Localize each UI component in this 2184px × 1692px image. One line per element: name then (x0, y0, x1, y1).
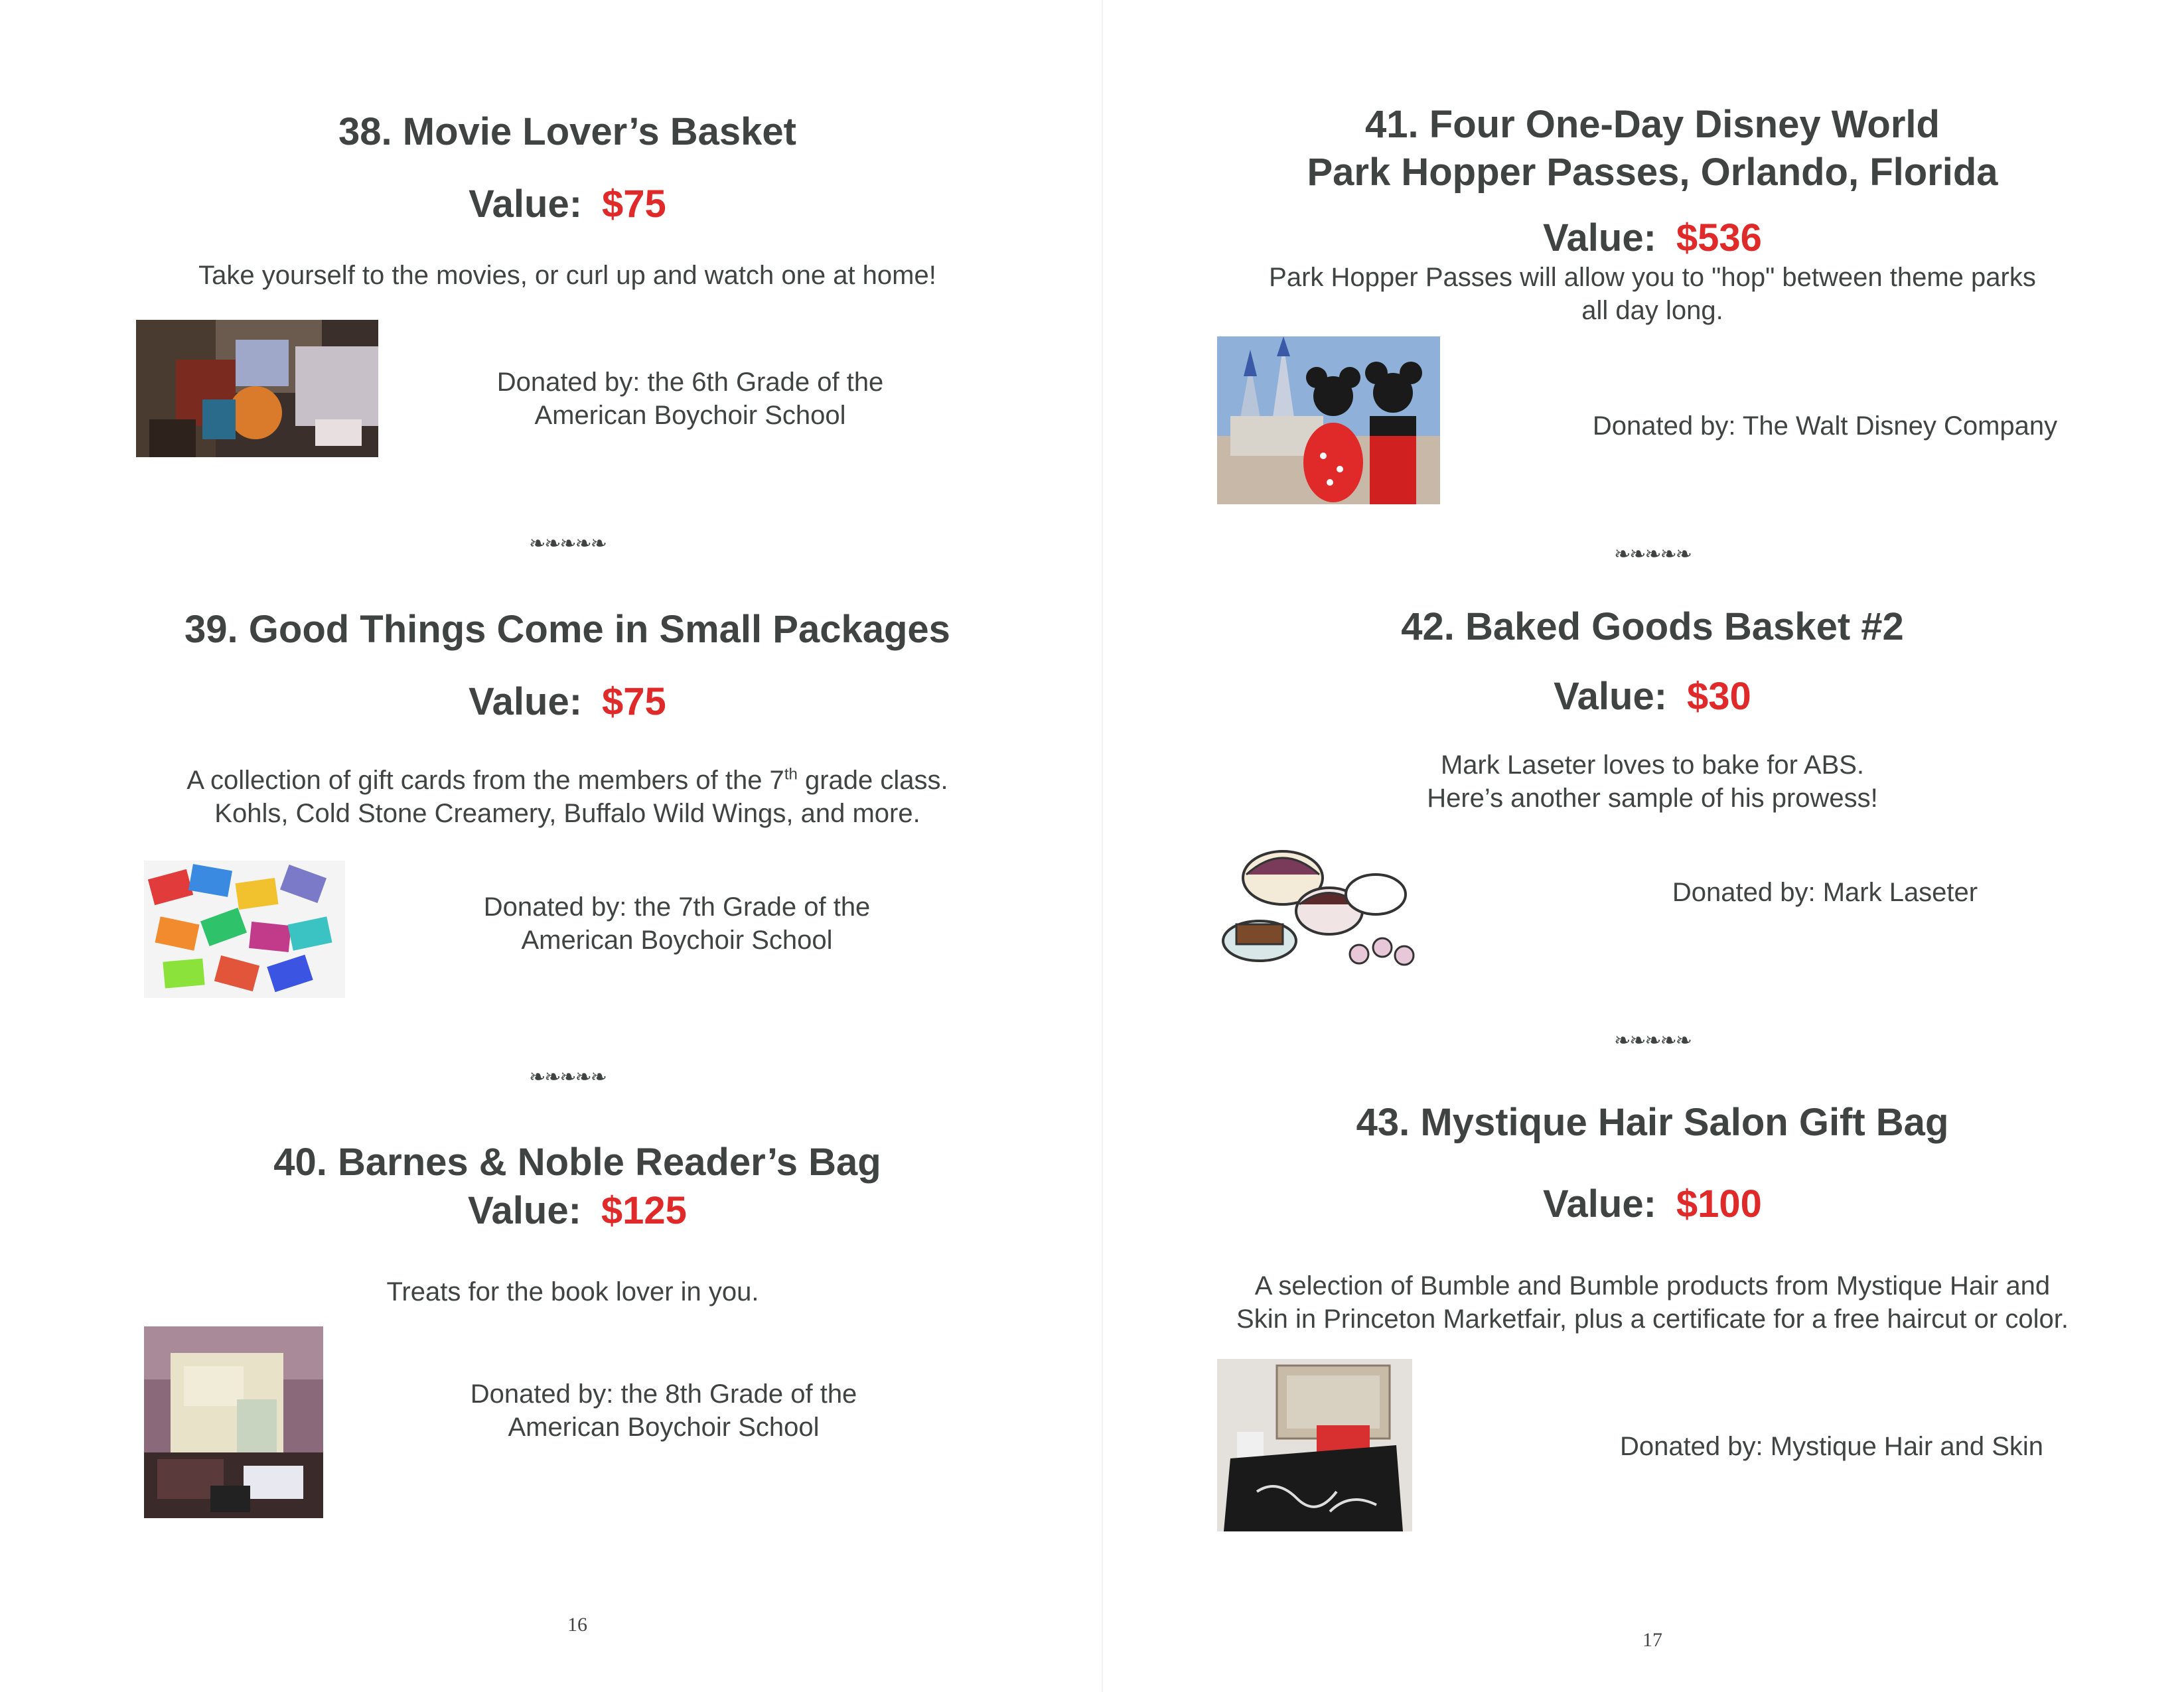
donor-line: Donated by: the 8th Grade of the (470, 1379, 857, 1409)
baked-goods-clipart (1220, 841, 1425, 977)
gift-bag-photo (1217, 1359, 1412, 1531)
description-line-2: all day long. (1581, 296, 1723, 325)
title-line-1: 41. Four One-Day Disney World (1365, 103, 1940, 146)
value-amount: $536 (1676, 216, 1762, 259)
value-label: Value: (469, 182, 583, 226)
description-line-1 (0, 764, 1135, 797)
value-amount: $30 (1687, 675, 1751, 718)
item-41-value (1102, 214, 2184, 262)
item-42-value (1102, 673, 2184, 721)
value-label: Value: (469, 680, 583, 723)
page-number: 16 (567, 1614, 587, 1636)
value-label: Value: (1543, 1182, 1656, 1226)
item-42-title: 42. Baked Goods Basket #2 (1401, 605, 1904, 648)
description-text: A collection of gift cards from the members of the 7 (186, 766, 784, 795)
movie-basket-photo (136, 320, 378, 457)
description-text: grade class. (797, 766, 948, 795)
item-39-title: 39. Good Things Come in Small Packages (184, 608, 950, 651)
item-40-description: Treats for the book lover in you. (386, 1277, 759, 1306)
donor-line: American Boychoir School (521, 926, 833, 955)
ornament-divider: ❧❧❧❧❧ (529, 1066, 606, 1088)
description-line-1: Park Hopper Passes will allow you to "hop" between theme parks (1269, 263, 2036, 292)
ornament-divider: ❧❧❧❧❧ (529, 533, 606, 555)
value-label: Value: (1543, 216, 1656, 259)
item-40-value (0, 1187, 1155, 1235)
item-43-description (1102, 1269, 2184, 1336)
item-40-title: 40. Barnes & Noble Reader’s Bag (273, 1141, 881, 1184)
item-43-value (1102, 1180, 2184, 1228)
item-38-description: Take yourself to the movies, or curl up and watch one at home! (198, 261, 936, 290)
item-38-donor (438, 366, 942, 432)
description-line-2: Skin in Princeton Marketfair, plus a certificate for a free haircut or color. (1236, 1304, 2069, 1334)
page-number: 17 (1642, 1629, 1662, 1651)
value-amount: $75 (602, 680, 666, 723)
donor-line: Donated by: the 6th Grade of the (496, 368, 884, 397)
value-amount: $100 (1676, 1182, 1762, 1226)
item-39-description (0, 764, 1135, 830)
ordinal-suffix: th (784, 765, 798, 784)
ornament-divider: ❧❧❧❧❧ (1614, 543, 1691, 565)
gift-cards-photo (144, 861, 345, 998)
ornament-divider: ❧❧❧❧❧ (1614, 1030, 1691, 1052)
item-38-title: 38. Movie Lover’s Basket (338, 110, 796, 153)
item-42-description (1102, 748, 2184, 815)
page-17 (1102, 0, 2184, 1692)
item-42-donor: Donated by: Mark Laseter (1672, 878, 1978, 907)
item-39-value (0, 678, 1135, 726)
item-41-description (1102, 261, 2184, 327)
value-label: Value: (468, 1189, 581, 1232)
donor-line: American Boychoir School (508, 1413, 820, 1442)
item-38-value (0, 180, 1135, 228)
value-amount: $125 (601, 1189, 687, 1232)
item-43-title: 43. Mystique Hair Salon Gift Bag (1356, 1101, 1949, 1144)
title-line-2: Park Hopper Passes, Orlando, Florida (1307, 151, 1998, 194)
description-line-1: Mark Laseter loves to bake for ABS. (1440, 750, 1865, 780)
donor-line: Donated by: the 7th Grade of the (483, 892, 871, 922)
readers-bag-photo (144, 1326, 323, 1518)
description-line-2: Kohls, Cold Stone Creamery, Buffalo Wild Wings, and more. (214, 799, 920, 828)
item-41-title (1102, 101, 2184, 196)
description-line-1: A selection of Bumble and Bumble products from Mystique Hair and (1254, 1271, 2051, 1301)
disney-castle-photo (1217, 336, 1440, 504)
item-43-donor: Donated by: Mystique Hair and Skin (1619, 1432, 2044, 1461)
item-39-donor (425, 890, 929, 957)
item-40-donor (411, 1377, 916, 1444)
value-label: Value: (1554, 675, 1668, 718)
value-amount: $75 (602, 182, 666, 226)
donor-line: American Boychoir School (534, 401, 846, 430)
item-41-donor: Donated by: The Walt Disney Company (1592, 411, 2058, 441)
description-line-2: Here’s another sample of his prowess! (1427, 784, 1878, 813)
